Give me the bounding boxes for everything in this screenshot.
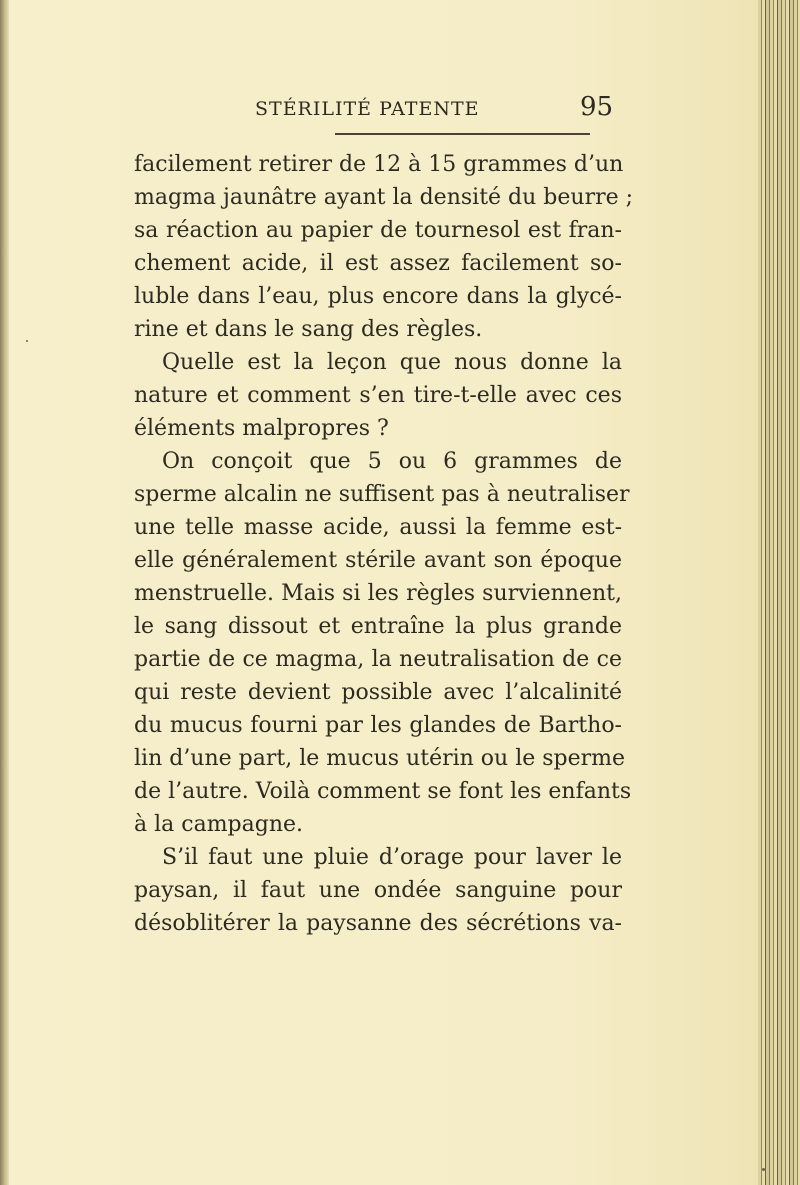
- text-line: Quelle est la leçon que nous donne la: [162, 350, 622, 375]
- body-text: [134, 148, 634, 940]
- text-line: rine et dans le sang des règles.: [134, 317, 483, 342]
- text-line: S’il faut une pluie d’orage pour laver le: [162, 845, 622, 870]
- text-line: lin d’une part, le mucus utérin ou le sperme: [134, 746, 626, 771]
- text-line: le sang dissout et entraîne la plus grande: [134, 614, 622, 639]
- page-left-edge: [0, 0, 9, 1185]
- text-line: paysan, il faut une ondée sanguine pour: [134, 878, 622, 903]
- ink-speck: [762, 1168, 765, 1171]
- text-line: une telle masse acide, aussi la femme est-: [134, 515, 622, 540]
- text-line: magma jaunâtre ayant la densité du beurre ;: [134, 185, 634, 210]
- text-line: On conçoit que 5 ou 6 grammes de: [162, 449, 622, 474]
- page-number: 95: [580, 92, 614, 122]
- text-line: nature et comment s’en tire-t-elle avec ces: [134, 383, 622, 408]
- header-rule: [335, 133, 590, 135]
- text-line: elle généralement stérile avant son époque: [134, 548, 622, 573]
- text-line: désoblitérer la paysanne des sécrétions va-: [134, 911, 622, 936]
- running-head: [255, 92, 645, 132]
- text-line: de l’autre. Voilà comment se font les enfants: [134, 779, 632, 804]
- running-title: STÉRILITÉ PATENTE: [255, 98, 480, 120]
- text-line: qui reste devient possible avec l’alcalinité: [134, 680, 622, 705]
- page-right-edge-binding: [758, 0, 800, 1185]
- text-line: partie de ce magma, la neutralisation de ce: [134, 647, 622, 672]
- text-line: à la campagne.: [134, 812, 304, 837]
- text-line: menstruelle. Mais si les règles surviennent,: [134, 581, 622, 606]
- text-line: luble dans l’eau, plus encore dans la glycé-: [134, 284, 622, 309]
- text-line: du mucus fourni par les glandes de Bartho-: [134, 713, 622, 738]
- text-line: facilement retirer de 12 à 15 grammes d’un: [134, 152, 624, 177]
- ink-speck: [26, 340, 28, 342]
- text-line: sperme alcalin ne suffisent pas à neutraliser: [134, 482, 630, 507]
- text-line: chement acide, il est assez facilement so-: [134, 251, 622, 276]
- text-line: sa réaction au papier de tournesol est fran-: [134, 218, 622, 243]
- text-line: éléments malpropres ?: [134, 416, 389, 441]
